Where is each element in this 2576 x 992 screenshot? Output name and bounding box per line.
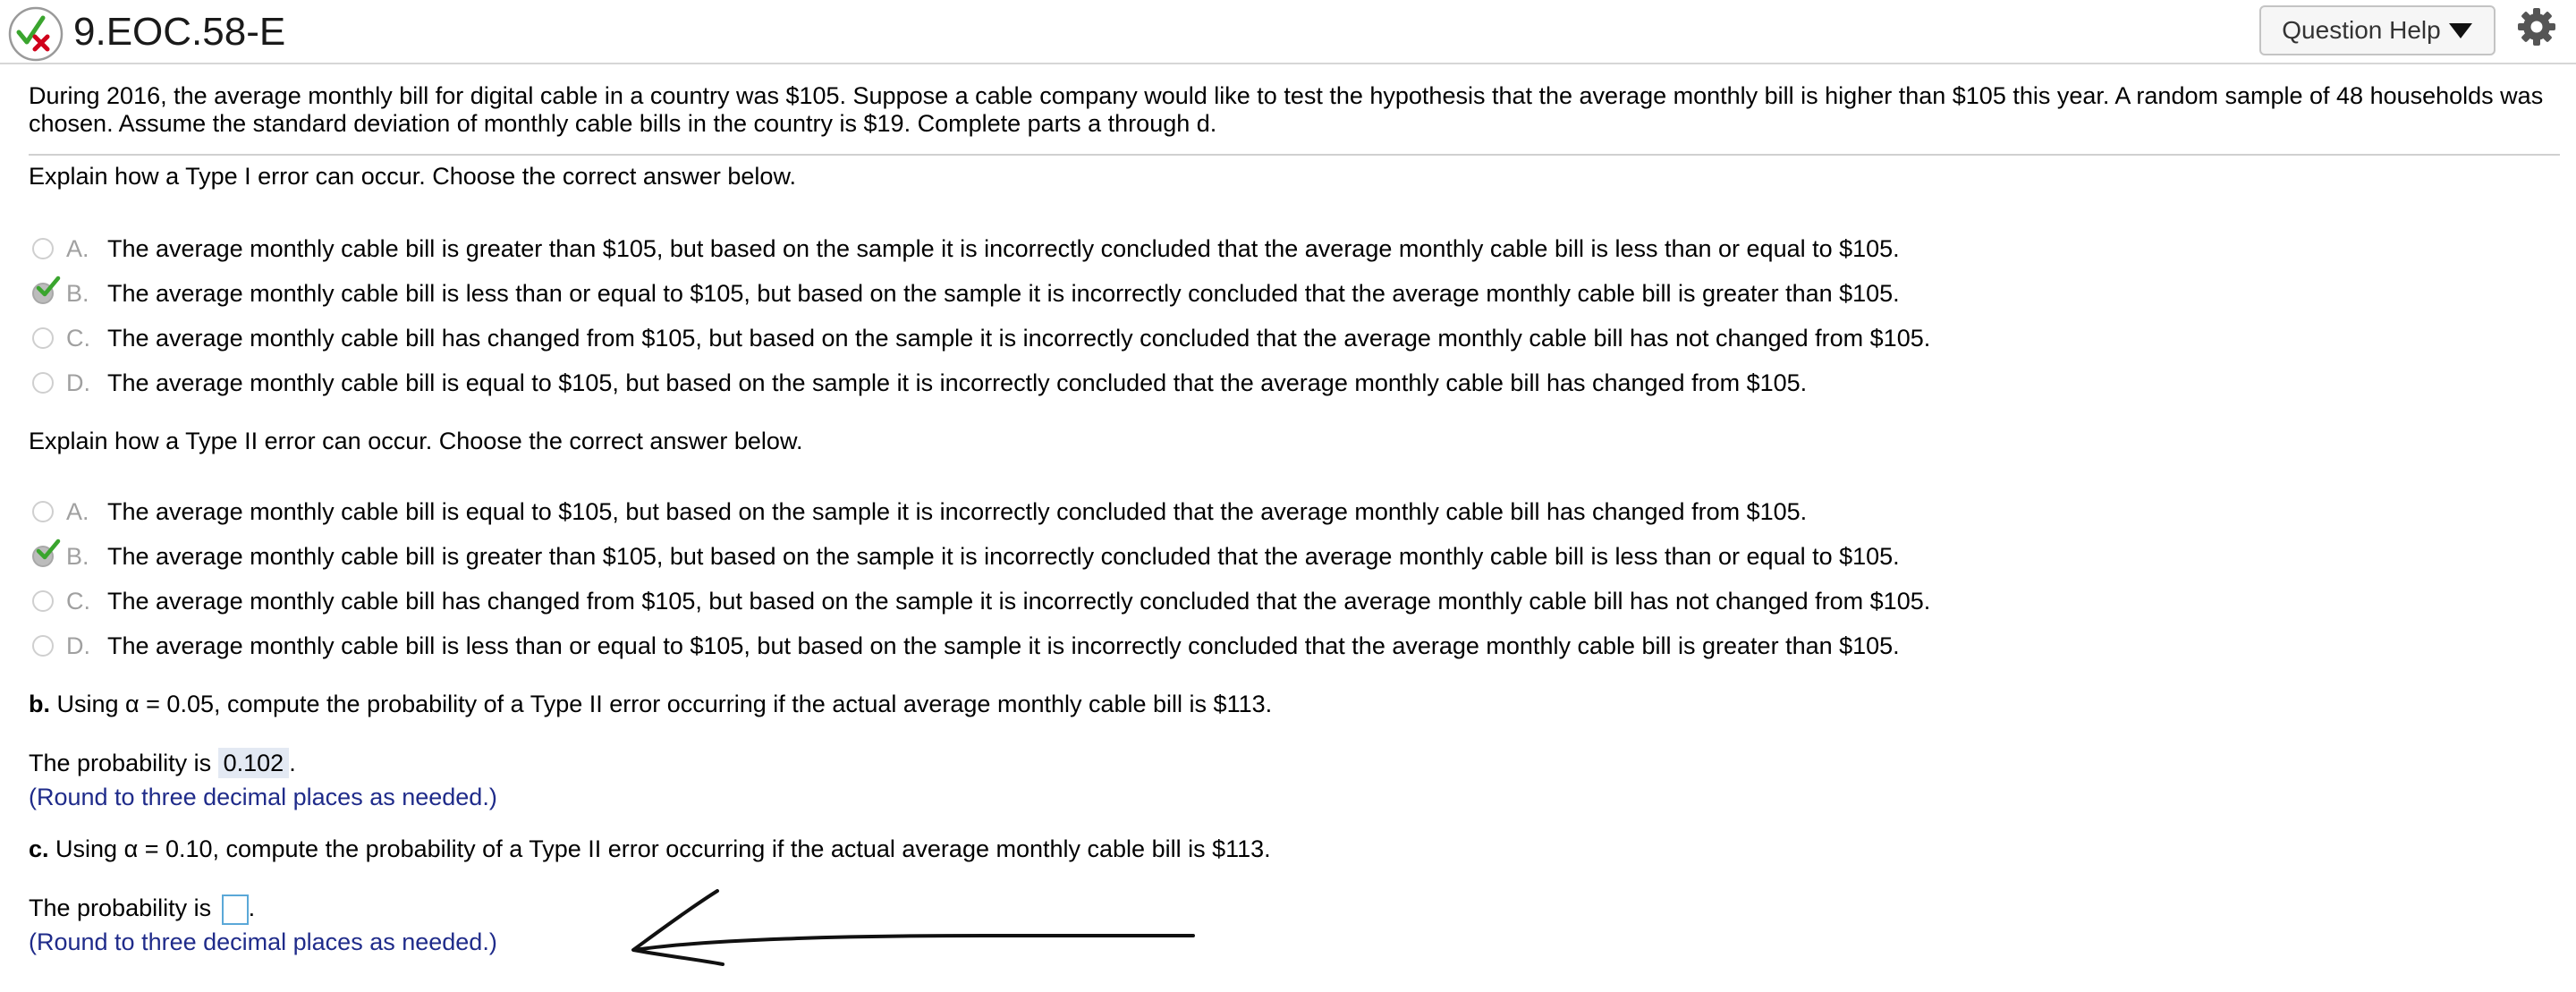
radio-a[interactable]: [32, 501, 54, 522]
type2-prompt: Explain how a Type II error can occur. Choose the correct answer below.: [29, 428, 803, 454]
part-b-rounding-note: (Round to three decimal places as needed.): [29, 784, 497, 810]
part-b-answer-prefix: The probability is: [29, 750, 212, 776]
option-letter: A.: [66, 498, 89, 525]
option-letter: C.: [66, 588, 90, 615]
part-c-answer-prefix: The probability is: [29, 894, 212, 921]
type1-prompt: Explain how a Type I error can occur. Choose the correct answer below.: [29, 163, 796, 190]
part-c-answer-input[interactable]: [222, 894, 249, 925]
part-b-answer-line: [29, 748, 296, 778]
part-c-text: Using α = 0.10, compute the probability of a Type II error occurring if the actual average monthly cable bill is $113.: [55, 835, 1271, 862]
gear-icon[interactable]: [2517, 7, 2556, 47]
correct-check-icon: [36, 538, 61, 562]
partial-credit-check-x-icon: [7, 5, 64, 63]
caret-down-icon: [2448, 21, 2473, 39]
part-b-answer-value: 0.102: [218, 748, 290, 778]
correct-check-icon: [36, 276, 61, 299]
part-c-rounding-note: (Round to three decimal places as needed.): [29, 928, 497, 955]
option-text: The average monthly cable bill is less than or equal to $105, but based on the sample it is incorrectly concluded that the average monthly cable bill is greater than $105.: [107, 632, 1900, 659]
part-b-label: b.: [29, 691, 50, 717]
problem-intro: During 2016, the average monthly bill for digital cable in a country was $105. Suppose a cable company would like to test the hypothesis that the average monthly bill is higher than $105 this year. A random sample of 48 households was chosen. Assume the standard deviation of monthly cable bills in the country is $19. Complete parts a through d.: [29, 82, 2544, 137]
option-text: The average monthly cable bill has changed from $105, but based on the sample it is incorrectly concluded that the average monthly cable bill has not changed from $105.: [107, 325, 1931, 352]
option-letter: A.: [66, 235, 89, 262]
option-letter: D.: [66, 369, 90, 396]
radio-c[interactable]: [32, 590, 54, 612]
question-help-label: Question Help: [2282, 16, 2441, 44]
question-header: [0, 0, 2576, 64]
option-text: The average monthly cable bill is equal to $105, but based on the sample it is incorrectly concluded that the average monthly cable bill has changed from $105.: [107, 498, 1808, 525]
part-c-question: [29, 834, 1271, 864]
option-text: The average monthly cable bill is greater than $105, but based on the sample it is incorrectly concluded that the average monthly cable bill is less than or equal to $105.: [107, 543, 1900, 570]
part-c-label: c.: [29, 835, 49, 862]
option-text: The average monthly cable bill has changed from $105, but based on the sample it is incorrectly concluded that the average monthly cable bill has not changed from $105.: [107, 588, 1931, 615]
option-letter: D.: [66, 632, 90, 659]
option-letter: B.: [66, 280, 89, 307]
part-c-answer-line: [29, 893, 255, 925]
radio-d[interactable]: [32, 635, 54, 657]
option-text: The average monthly cable bill is equal to $105, but based on the sample it is incorrectly concluded that the average monthly cable bill has changed from $105.: [107, 369, 1808, 396]
question-help-button[interactable]: [2259, 5, 2496, 55]
part-b-answer-suffix: .: [289, 750, 296, 776]
radio-c[interactable]: [32, 327, 54, 349]
hand-drawn-arrow-annotation: [626, 886, 1199, 975]
part-b-question: [29, 689, 1272, 719]
radio-a[interactable]: [32, 238, 54, 259]
option-letter: C.: [66, 325, 90, 352]
option-text: The average monthly cable bill is less than or equal to $105, but based on the sample it is incorrectly concluded that the average monthly cable bill is greater than $105.: [107, 280, 1900, 307]
divider: [29, 154, 2560, 156]
radio-d[interactable]: [32, 372, 54, 394]
part-b-text: Using α = 0.05, compute the probability of a Type II error occurring if the actual average monthly cable bill is $113.: [56, 691, 1273, 717]
option-text: The average monthly cable bill is greater than $105, but based on the sample it is incorrectly concluded that the average monthly cable bill is less than or equal to $105.: [107, 235, 1900, 262]
part-c-answer-suffix: .: [248, 894, 256, 921]
question-title: 9.EOC.58-E: [73, 10, 286, 54]
option-letter: B.: [66, 543, 89, 570]
